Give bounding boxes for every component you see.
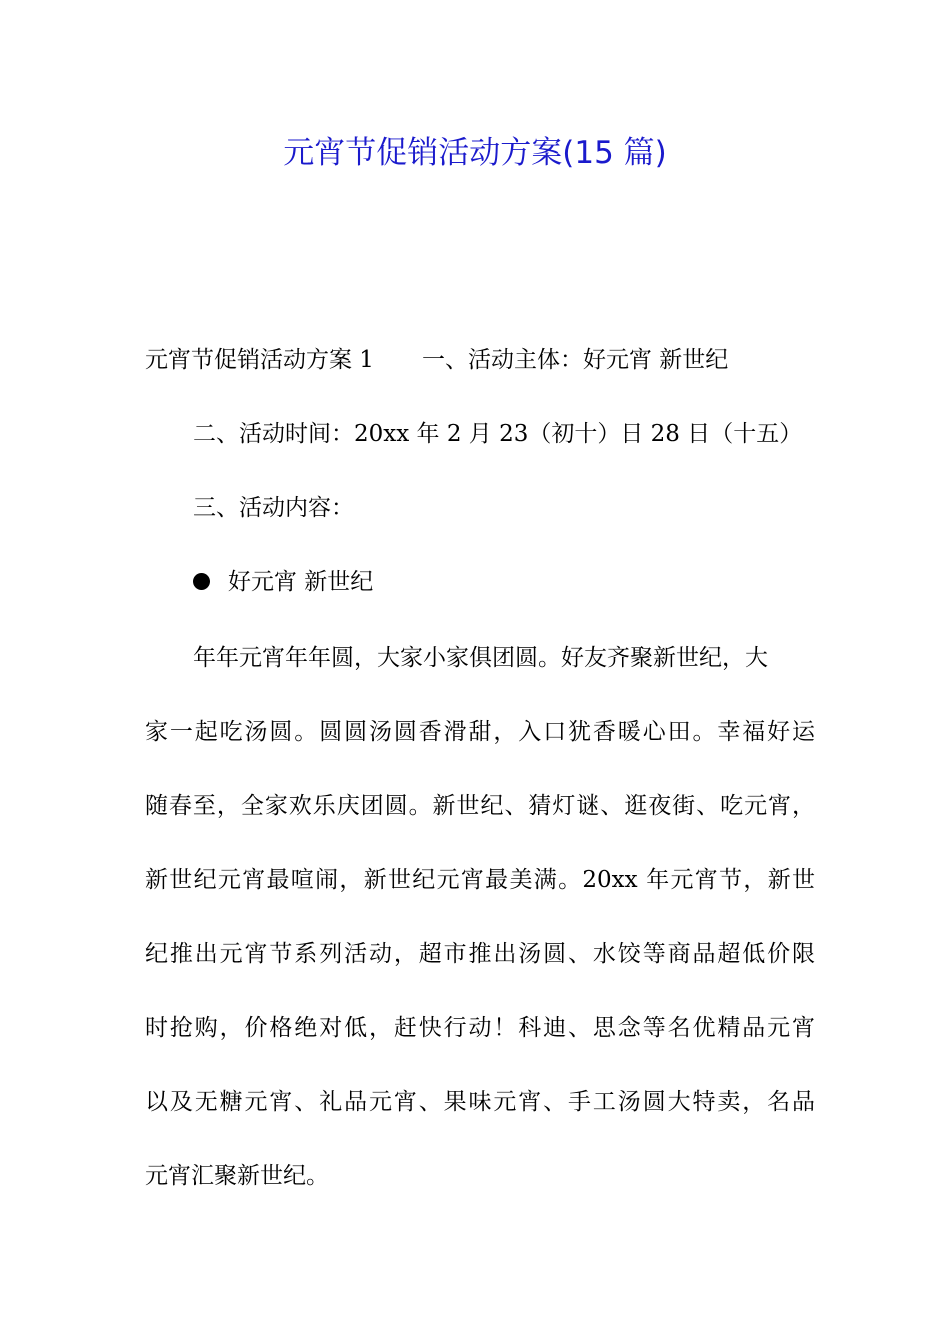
- bullet-text: 好元宵 新世纪: [228, 569, 374, 595]
- paragraph-line: 时抢购，价格绝对低，赶快行动！科迪、思念等名优精品元宵: [145, 1015, 815, 1041]
- paragraph-line: 家一起吃汤圆。圆圆汤圆香滑甜，入口犹香暖心田。幸福好运: [145, 719, 815, 745]
- bullet-icon: [193, 573, 210, 590]
- paragraph-line: 元宵汇聚新世纪。: [145, 1163, 329, 1189]
- paragraph-line: 年年元宵年年圆，大家小家俱团圆。好友齐聚新世纪，大: [193, 645, 768, 671]
- paragraph-line: 纪推出元宵节系列活动，超市推出汤圆、水饺等商品超低价限: [145, 941, 815, 967]
- bullet-item: [193, 566, 863, 598]
- activity-content-heading: 三、活动内容：: [193, 495, 354, 521]
- activity-subject: 一、活动主体：好元宵 新世纪: [421, 347, 729, 373]
- document-title: 元宵节促销活动方案(15 篇): [283, 135, 667, 171]
- activity-time: 二、活动时间：20xx 年 2 月 23（初十）日 28 日（十五）: [193, 421, 803, 447]
- section-heading: 元宵节促销活动方案 1: [145, 347, 374, 373]
- paragraph-line: 随春至，全家欢乐庆团圆。新世纪、猜灯谜、逛夜街、吃元宵，: [145, 793, 815, 819]
- paragraph-line: 以及无糖元宵、礼品元宵、果味元宵、手工汤圆大特卖，名品: [145, 1089, 815, 1115]
- section-heading-line: [145, 344, 815, 376]
- paragraph-line: 新世纪元宵最喧闹，新世纪元宵最美满。20xx 年元宵节，新世: [145, 867, 815, 893]
